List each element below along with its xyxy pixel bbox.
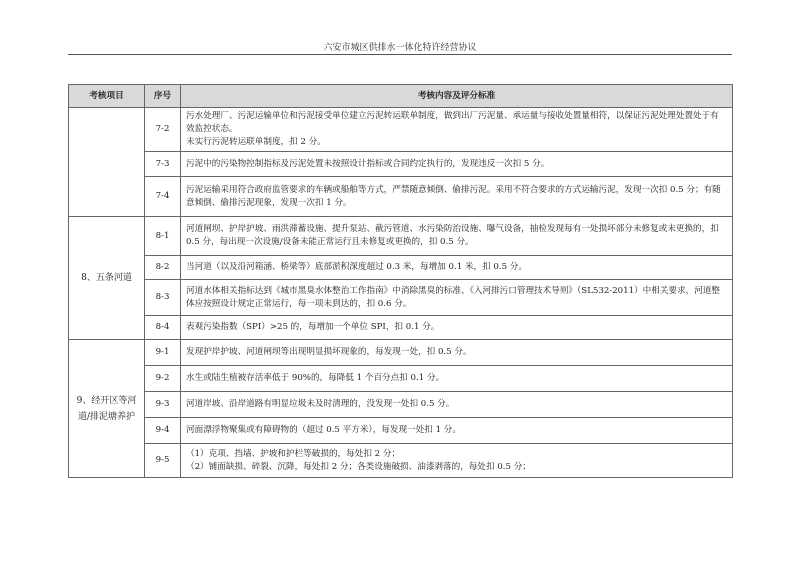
content-line: 河道岸坡、沿岸道路有明显垃圾未及时清理的，没发现一处扣 0.5 分。 [186, 399, 455, 409]
seq-cell: 8-3 [145, 280, 181, 316]
content-cell [181, 316, 733, 340]
seq-cell: 7-3 [145, 152, 181, 177]
content-line: 污泥中的污染物控制指标及污泥处置未按照设计指标或合同约定执行的，发现违反一次扣 5 分。 [186, 158, 550, 169]
seq-cell: 8-1 [145, 217, 181, 256]
seq-cell: 9-3 [145, 392, 181, 418]
header-seq: 序号 [145, 85, 181, 108]
content-line: （1）克项、挡墙、护坡和护栏等破损的，每处扣 2 分； [186, 448, 401, 459]
content-cell [181, 392, 733, 418]
table-row [69, 217, 733, 256]
table-row [69, 366, 733, 392]
seq-cell: 9-4 [145, 418, 181, 444]
table-row [69, 256, 733, 280]
table-header-row [69, 85, 733, 108]
seq-cell: 9-2 [145, 366, 181, 392]
content-line: （2）铺面缺损、碎裂、沉降，每处扣 2 分；各类设施破损、油漆剥落的，每处扣 0.5 分； [186, 461, 531, 472]
content-line: 河面漂浮物聚集或有障碍物的（超过 0.5 平方米），每发现一处扣 1 分。 [186, 425, 461, 435]
header-divider [68, 54, 732, 55]
seq-cell: 8-4 [145, 316, 181, 340]
content-line: 水生或陆生植被存活率低于 90%的，每降低 1 个百分点扣 0.1 分。 [186, 373, 445, 383]
table-row [69, 152, 733, 177]
category-cell: 8、五条河道 [69, 217, 145, 340]
content-line: 污泥运输采用符合政府监管要求的车辆或船舶等方式，严禁随意倾倒、偷排污泥。采用不符合要求的方式运输污泥，发现一次扣 0.5 分；有随意倾倒、偷排污泥现象，发现一次扣 1 分。 [186, 184, 721, 208]
table-row [69, 280, 733, 316]
content-cell [181, 444, 733, 478]
content-cell [181, 366, 733, 392]
content-cell [181, 177, 733, 217]
content-cell [181, 217, 733, 256]
document-header-title: 六安市城区供排水一体化特许经营协议 [323, 43, 477, 53]
content-cell [181, 340, 733, 366]
category-cell: 9、经开区等河道/排泥塘养护 [69, 340, 145, 478]
table-row [69, 316, 733, 340]
table-row [69, 177, 733, 217]
content-cell [181, 256, 733, 280]
table-row [69, 444, 733, 478]
table-row [69, 340, 733, 366]
table-row [69, 392, 733, 418]
content-line: 未实行污泥转运联单制度，扣 2 分。 [186, 137, 326, 147]
content-line: 河道闸坝、护岸护坡、雨洪滞蓄设施、提升泵站、截污管道、水污染防治设施、曝气设备，抽检发现每有一处损坏部分未修复或未更换的，扣 0.5 分，每出现一次设施/设备未能正常运行且未修复或更换的，扣 0.5 分。 [186, 224, 719, 247]
table-row [69, 108, 733, 152]
header-content: 考核内容及评分标准 [181, 85, 733, 108]
content-cell [181, 108, 733, 152]
content-line: 发现护岸护坡、河道闸坝等出现明显损坏现象的，每发现一处，扣 0.5 分。 [186, 347, 472, 357]
seq-cell: 7-2 [145, 108, 181, 152]
content-cell [181, 418, 733, 444]
seq-cell: 9-1 [145, 340, 181, 366]
header-item: 考核项目 [69, 85, 145, 108]
content-cell [181, 280, 733, 316]
content-cell [181, 152, 733, 177]
content-line: 当河道（以及沿河箱涵、桥梁等）底部淤积深度超过 0.3 米，每增加 0.1 米，扣 0.5 分。 [186, 262, 527, 272]
content-line: 污水处理厂、污泥运输单位和污泥接受单位建立污泥转运联单制度，做到出厂污泥量、承运量与接收处置量相符，以保证污泥处理处置处于有效监控状态。 [186, 111, 719, 134]
content-line: 河道水体相关指标达到《城市黑臭水体整治工作指南》中消除黑臭的标准、《入河排污口管理技术导则》（SL532-2011）中相关要求，河道整体应按照设计规定正常运行，每一项未到达的，扣 0.6 分。 [186, 285, 721, 309]
content-line: 表观污染指数（SPI）>25 的，每增加一个单位 SPI，扣 0.1 分。 [186, 322, 440, 332]
seq-cell: 8-2 [145, 256, 181, 280]
seq-cell: 9-5 [145, 444, 181, 478]
table-row [69, 418, 733, 444]
seq-cell: 7-4 [145, 177, 181, 217]
evaluation-table [68, 84, 733, 478]
category-cell [69, 108, 145, 217]
